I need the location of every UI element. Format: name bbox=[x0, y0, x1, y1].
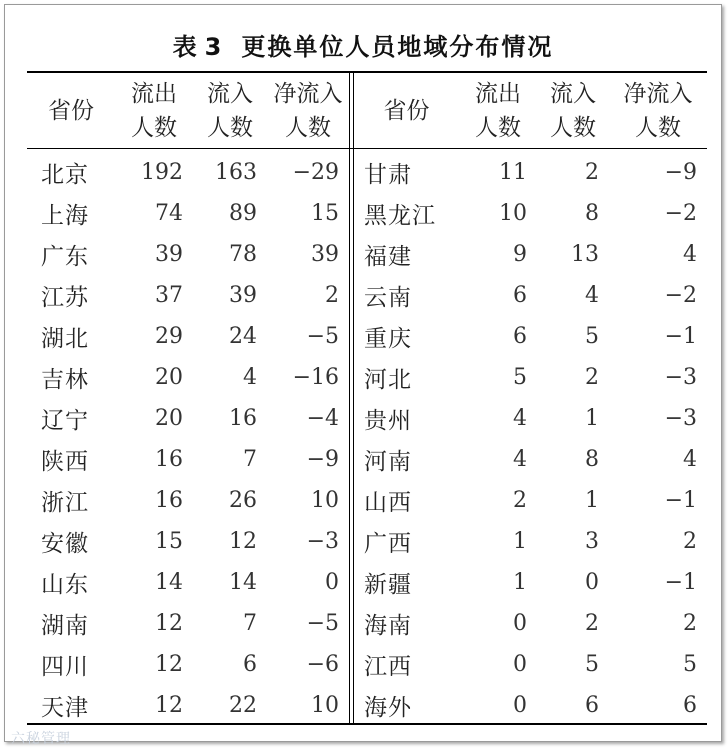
table-row bbox=[354, 480, 707, 521]
outflow-cell: 0 bbox=[513, 611, 527, 636]
net-inflow-cell: −9 bbox=[306, 447, 339, 472]
header-inflow: 流入 人数 bbox=[207, 80, 253, 141]
table-row bbox=[354, 148, 707, 193]
inflow-cell: 2 bbox=[585, 611, 599, 636]
net-inflow-cell: 4 bbox=[683, 242, 697, 267]
header-row bbox=[354, 73, 707, 148]
net-inflow-cell: −3 bbox=[664, 406, 697, 431]
table-row bbox=[354, 193, 707, 234]
inflow-cell: 6 bbox=[585, 693, 599, 718]
outflow-cell: 4 bbox=[513, 447, 527, 472]
inflow-cell: 5 bbox=[585, 652, 599, 677]
province-cell: 黑龙江 bbox=[364, 203, 436, 229]
net-inflow-cell: −6 bbox=[306, 652, 339, 677]
table-row bbox=[27, 480, 349, 521]
table-row bbox=[27, 398, 349, 439]
inflow-cell: 4 bbox=[585, 283, 599, 308]
outflow-cell: 37 bbox=[155, 283, 183, 308]
table-row bbox=[27, 357, 349, 398]
inflow-cell: 6 bbox=[243, 652, 257, 677]
table-row bbox=[27, 234, 349, 275]
province-cell: 辽宁 bbox=[41, 408, 89, 434]
net-inflow-cell: 39 bbox=[311, 242, 339, 267]
province-cell: 陕西 bbox=[41, 449, 89, 475]
table-row bbox=[354, 357, 707, 398]
header-outflow: 流出 人数 bbox=[475, 80, 521, 141]
outflow-cell: 1 bbox=[513, 529, 527, 554]
net-inflow-cell: −4 bbox=[306, 406, 339, 431]
inflow-cell: 12 bbox=[229, 529, 257, 554]
header-province: 省份 bbox=[48, 97, 94, 124]
table-row bbox=[354, 521, 707, 562]
province-cell: 北京 bbox=[41, 162, 89, 188]
net-inflow-cell: 2 bbox=[683, 529, 697, 554]
outflow-cell: 6 bbox=[513, 283, 527, 308]
outflow-cell: 192 bbox=[141, 160, 183, 185]
net-inflow-cell: −1 bbox=[664, 570, 697, 595]
net-inflow-cell: 2 bbox=[683, 611, 697, 636]
province-cell: 上海 bbox=[41, 203, 89, 229]
left-table bbox=[27, 73, 349, 726]
table-row bbox=[27, 439, 349, 480]
inflow-cell: 24 bbox=[229, 324, 257, 349]
table-row bbox=[354, 398, 707, 439]
inflow-cell: 8 bbox=[585, 447, 599, 472]
net-inflow-cell: 10 bbox=[311, 488, 339, 513]
province-cell: 新疆 bbox=[364, 572, 412, 598]
inflow-cell: 0 bbox=[585, 570, 599, 595]
header-net-inflow: 净流入 人数 bbox=[273, 80, 343, 141]
outflow-cell: 0 bbox=[513, 693, 527, 718]
inflow-cell: 26 bbox=[229, 488, 257, 513]
net-inflow-cell: −3 bbox=[306, 529, 339, 554]
province-cell: 福建 bbox=[364, 244, 412, 270]
inflow-cell: 14 bbox=[229, 570, 257, 595]
table-title-text: 更换单位人员地域分布情况 bbox=[241, 33, 554, 61]
outflow-cell: 9 bbox=[513, 242, 527, 267]
inflow-cell: 78 bbox=[229, 242, 257, 267]
watermark-text: 六秘管理 bbox=[11, 731, 71, 747]
table-row bbox=[354, 275, 707, 316]
province-cell: 吉林 bbox=[41, 367, 89, 393]
outflow-cell: 2 bbox=[513, 488, 527, 513]
header-net-inflow: 净流入 人数 bbox=[623, 80, 693, 141]
net-inflow-cell: 6 bbox=[683, 693, 697, 718]
outflow-cell: 20 bbox=[155, 406, 183, 431]
table-row bbox=[27, 316, 349, 357]
province-cell: 贵州 bbox=[364, 408, 412, 434]
header-province: 省份 bbox=[383, 97, 430, 124]
outflow-cell: 39 bbox=[155, 242, 183, 267]
outflow-cell: 15 bbox=[155, 529, 183, 554]
table-title bbox=[5, 27, 721, 62]
table-row bbox=[27, 562, 349, 603]
table-row bbox=[354, 603, 707, 644]
net-inflow-cell: −16 bbox=[292, 365, 339, 390]
inflow-cell: 2 bbox=[585, 365, 599, 390]
province-cell: 江西 bbox=[364, 654, 412, 680]
outflow-cell: 20 bbox=[155, 365, 183, 390]
table-row bbox=[27, 193, 349, 234]
inflow-cell: 7 bbox=[243, 447, 257, 472]
outflow-cell: 12 bbox=[155, 652, 183, 677]
province-cell: 河南 bbox=[364, 449, 412, 475]
province-cell: 海外 bbox=[364, 695, 412, 721]
table-row bbox=[27, 521, 349, 562]
outflow-cell: 10 bbox=[499, 201, 527, 226]
net-inflow-cell: −2 bbox=[664, 283, 697, 308]
outflow-cell: 16 bbox=[155, 447, 183, 472]
province-cell: 山西 bbox=[364, 490, 412, 516]
header-inflow: 流入 人数 bbox=[550, 80, 596, 141]
outflow-cell: 11 bbox=[499, 160, 527, 185]
outflow-cell: 74 bbox=[155, 201, 183, 226]
table-row bbox=[354, 644, 707, 685]
table-figure bbox=[4, 4, 722, 747]
net-inflow-cell: −29 bbox=[292, 160, 339, 185]
outflow-cell: 14 bbox=[155, 570, 183, 595]
net-inflow-cell: −5 bbox=[306, 324, 339, 349]
header-outflow: 流出 人数 bbox=[131, 80, 177, 141]
inflow-cell: 13 bbox=[571, 242, 599, 267]
table-title-prefix: 表 bbox=[172, 33, 199, 61]
table-row bbox=[354, 316, 707, 357]
table-row bbox=[27, 275, 349, 316]
province-cell: 重庆 bbox=[364, 326, 412, 352]
outflow-cell: 1 bbox=[513, 570, 527, 595]
outflow-cell: 12 bbox=[155, 693, 183, 718]
outflow-cell: 6 bbox=[513, 324, 527, 349]
inflow-cell: 163 bbox=[215, 160, 257, 185]
inflow-cell: 89 bbox=[229, 201, 257, 226]
net-inflow-cell: −3 bbox=[664, 365, 697, 390]
inflow-cell: 1 bbox=[585, 488, 599, 513]
net-inflow-cell: 0 bbox=[325, 570, 339, 595]
inflow-cell: 7 bbox=[243, 611, 257, 636]
table-row bbox=[354, 439, 707, 480]
table-row bbox=[354, 562, 707, 603]
net-inflow-cell: 5 bbox=[683, 652, 697, 677]
net-inflow-cell: −2 bbox=[664, 201, 697, 226]
net-inflow-cell: 2 bbox=[325, 283, 339, 308]
inflow-cell: 5 bbox=[585, 324, 599, 349]
inflow-cell: 16 bbox=[229, 406, 257, 431]
inflow-cell: 3 bbox=[585, 529, 599, 554]
province-cell: 广西 bbox=[364, 531, 412, 557]
province-cell: 甘肃 bbox=[364, 162, 412, 188]
province-cell: 山东 bbox=[41, 572, 89, 598]
province-cell: 四川 bbox=[41, 654, 89, 680]
inflow-cell: 1 bbox=[585, 406, 599, 431]
province-cell: 安徽 bbox=[41, 531, 89, 557]
net-inflow-cell: −1 bbox=[664, 488, 697, 513]
net-inflow-cell: −5 bbox=[306, 611, 339, 636]
province-cell: 湖南 bbox=[41, 613, 89, 639]
table-row bbox=[27, 148, 349, 193]
table-row bbox=[354, 685, 707, 726]
table-row bbox=[354, 234, 707, 275]
province-cell: 广东 bbox=[41, 244, 89, 270]
outflow-cell: 5 bbox=[513, 365, 527, 390]
province-cell: 海南 bbox=[364, 613, 412, 639]
net-inflow-cell: −1 bbox=[664, 324, 697, 349]
right-table bbox=[354, 73, 707, 726]
inflow-cell: 39 bbox=[229, 283, 257, 308]
net-inflow-cell: −9 bbox=[664, 160, 697, 185]
province-cell: 云南 bbox=[364, 285, 412, 311]
inflow-cell: 4 bbox=[243, 365, 257, 390]
inflow-cell: 22 bbox=[229, 693, 257, 718]
province-cell: 浙江 bbox=[41, 490, 89, 516]
table-row bbox=[27, 603, 349, 644]
outflow-cell: 4 bbox=[513, 406, 527, 431]
outflow-cell: 0 bbox=[513, 652, 527, 677]
table-row bbox=[27, 644, 349, 685]
province-cell: 江苏 bbox=[41, 285, 89, 311]
net-inflow-cell: 4 bbox=[683, 447, 697, 472]
inflow-cell: 8 bbox=[585, 201, 599, 226]
table-row bbox=[27, 685, 349, 726]
outflow-cell: 29 bbox=[155, 324, 183, 349]
net-inflow-cell: 10 bbox=[311, 693, 339, 718]
header-row bbox=[27, 73, 349, 148]
outflow-cell: 12 bbox=[155, 611, 183, 636]
province-cell: 河北 bbox=[364, 367, 412, 393]
province-cell: 天津 bbox=[41, 695, 89, 721]
table-title-number: 3 bbox=[204, 33, 224, 61]
net-inflow-cell: 15 bbox=[311, 201, 339, 226]
outflow-cell: 16 bbox=[155, 488, 183, 513]
inflow-cell: 2 bbox=[585, 160, 599, 185]
province-cell: 湖北 bbox=[41, 326, 89, 352]
